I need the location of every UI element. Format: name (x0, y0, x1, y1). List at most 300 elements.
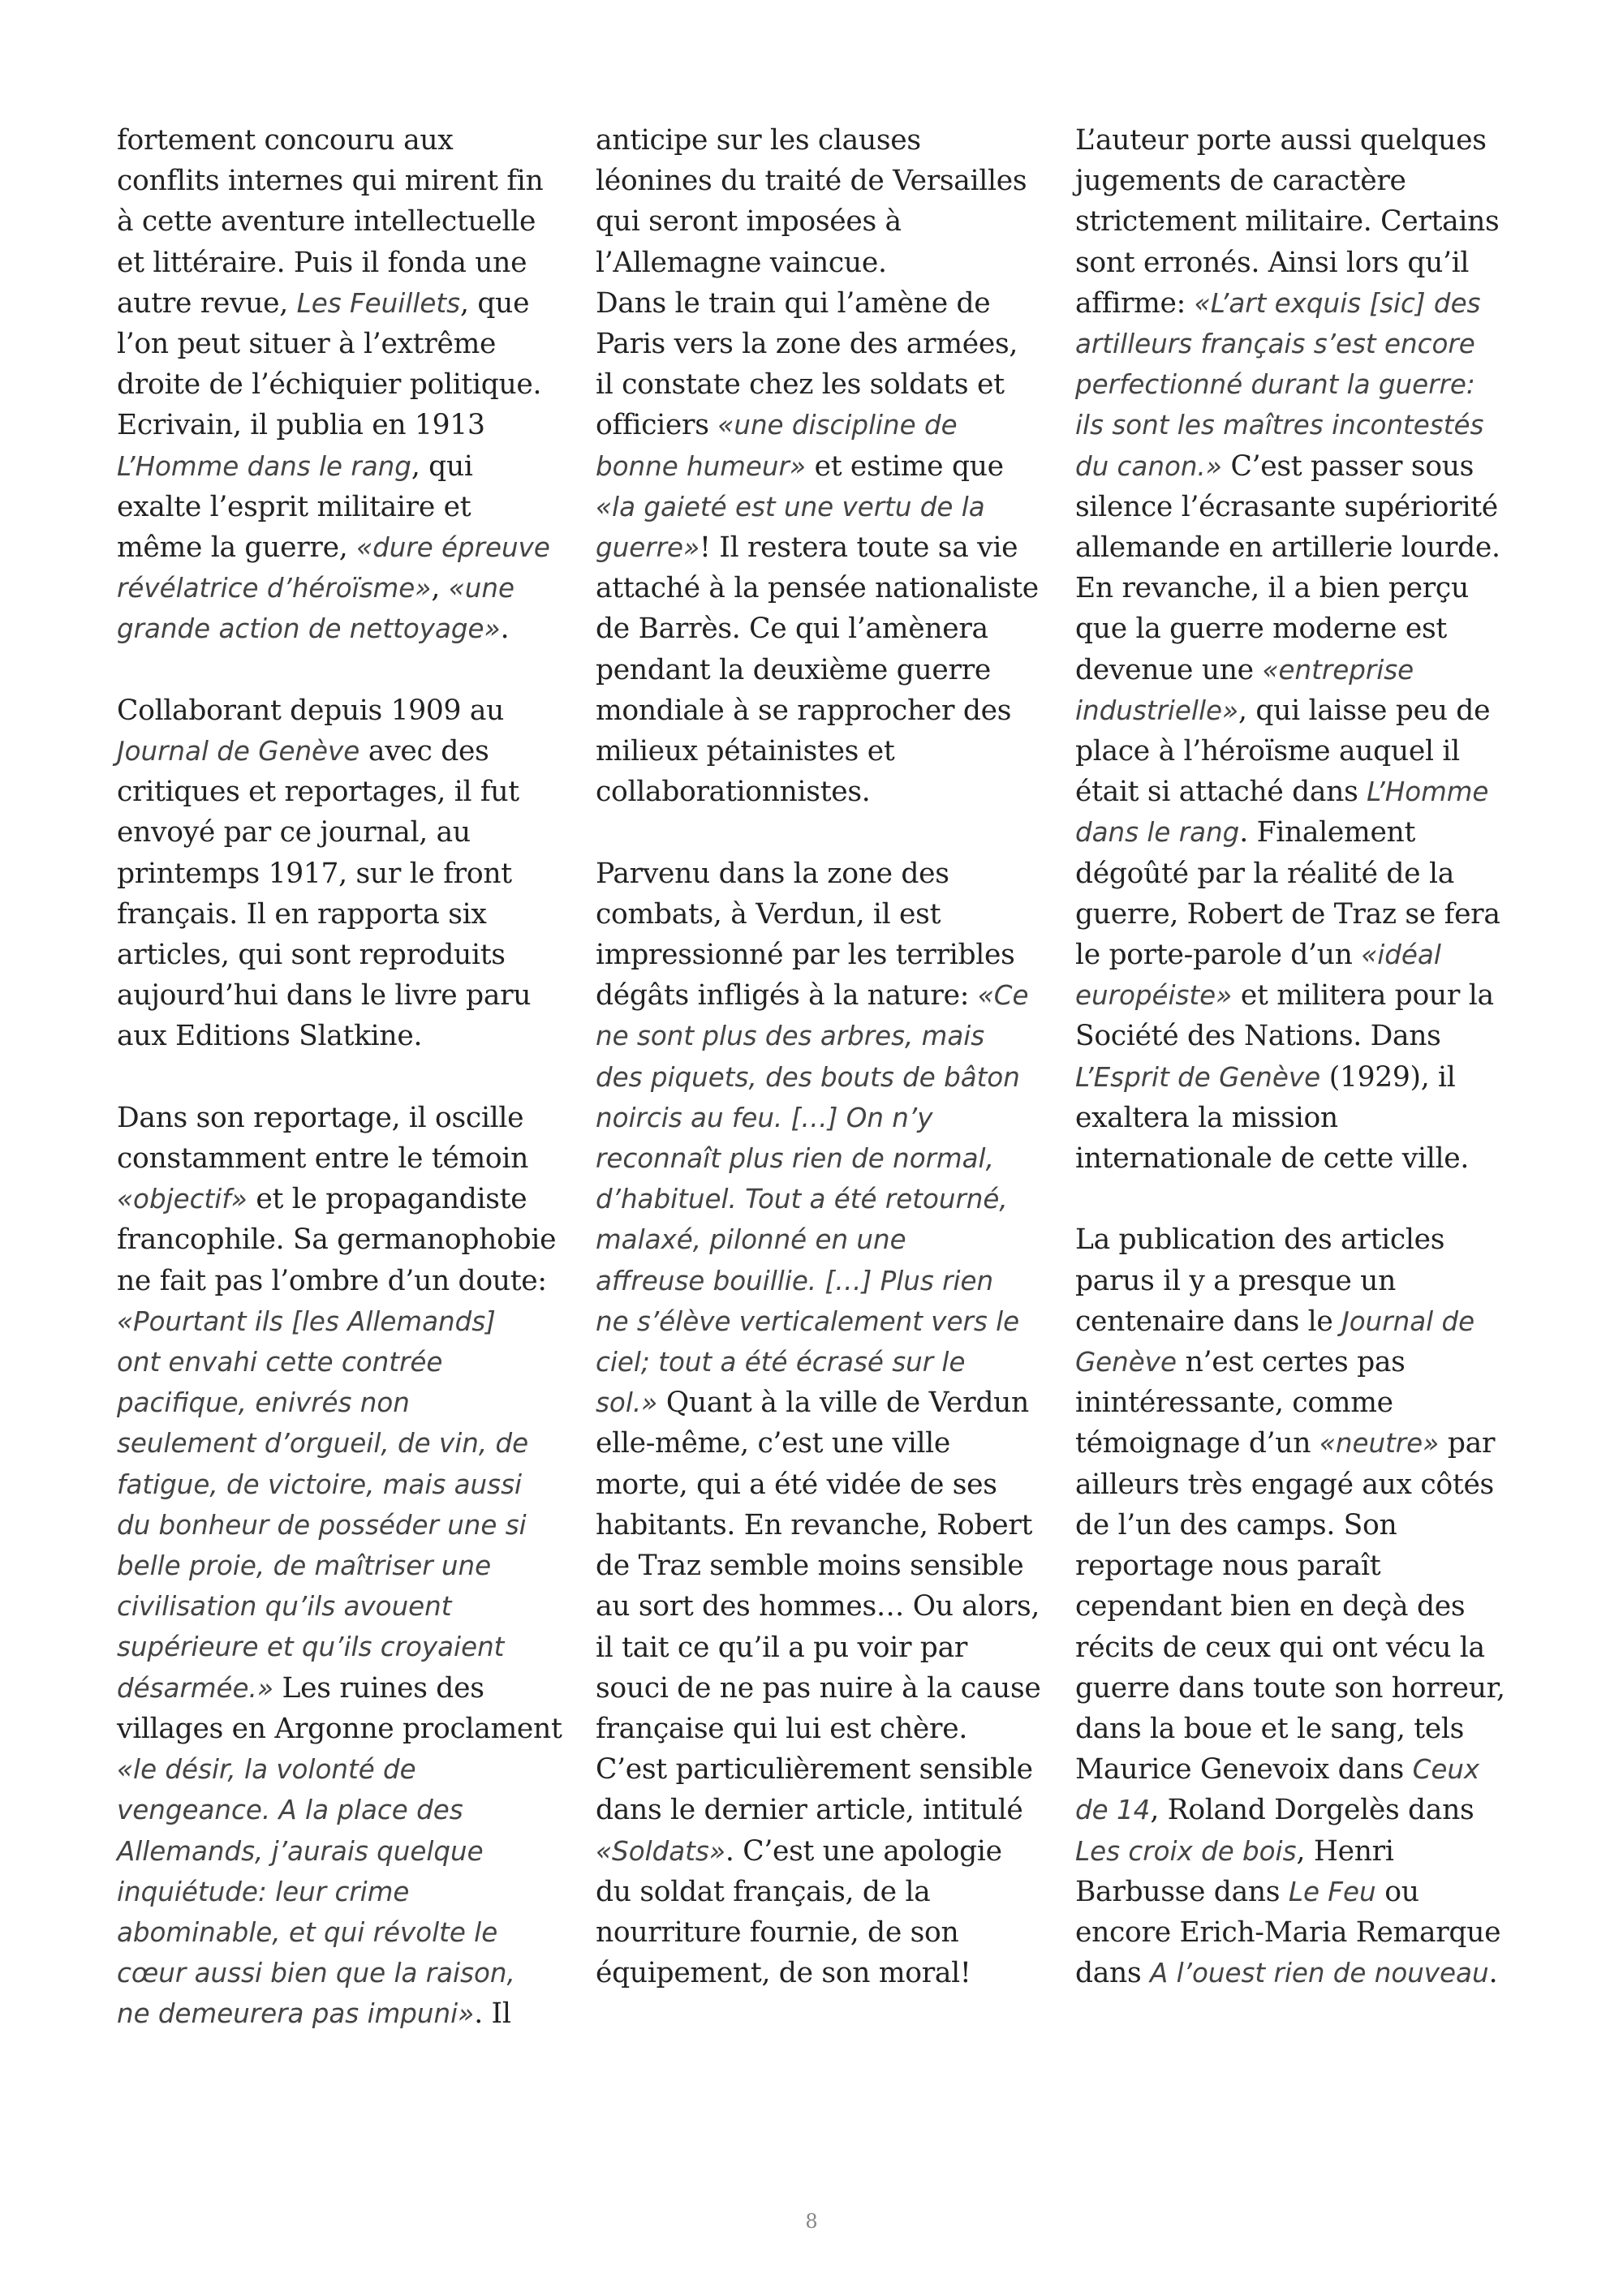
text-line (117, 1505, 555, 1546)
page-number: 8 (805, 2210, 818, 2233)
text-line (596, 324, 1034, 364)
text-line (1075, 608, 1530, 649)
text-line (596, 405, 1034, 445)
text-line (117, 405, 555, 445)
body-text: équipement, de son moral! (596, 1957, 971, 1990)
body-text: elle-même, c’est une ville (596, 1427, 951, 1460)
text-line (1075, 283, 1530, 324)
text-line (596, 1098, 1034, 1138)
text-line (117, 364, 555, 405)
body-text: pendant la deuxième guerre (596, 653, 992, 686)
body-text: exaltera la mission (1075, 1101, 1338, 1134)
body-text: et littéraire. Puis il fonda une (117, 246, 527, 279)
text-line (117, 1668, 555, 1709)
body-text: Collaborant depuis 1909 au (117, 694, 505, 727)
italic-text: Allemands, j’aurais quelque (117, 1835, 484, 1867)
text-line (1075, 894, 1530, 935)
text-line (117, 1586, 555, 1627)
body-text: centenaire dans le (1075, 1305, 1342, 1338)
paragraph-break (117, 1057, 555, 1098)
text-line (117, 975, 555, 1016)
body-text: attaché à la pensée nationaliste (596, 572, 1039, 605)
body-text: inintéressante, comme (1075, 1387, 1393, 1420)
body-text: que la guerre moderne est (1075, 613, 1447, 646)
text-line (596, 1586, 1040, 1627)
text-line (117, 283, 555, 324)
italic-text: dans le rang (1075, 817, 1240, 849)
text-line (1075, 568, 1530, 608)
italic-text: révélatrice d’héroïsme» (117, 573, 432, 604)
text-line (117, 1342, 555, 1382)
body-text: critiques et reportages, il fut (117, 776, 519, 809)
text-line (1075, 690, 1530, 731)
body-text: C’est passer sous (1221, 449, 1474, 483)
text-line (596, 731, 1034, 772)
body-text: n’est certes pas (1177, 1346, 1406, 1379)
text-line (596, 894, 1034, 935)
body-text: combats, à Verdun, il est (596, 897, 941, 931)
italic-text: «L’art exquis [sic] des (1194, 287, 1481, 319)
italic-text: Les croix de bois (1075, 1835, 1297, 1867)
paragraph-break (1075, 1179, 1530, 1219)
body-text: constamment entre le témoin (117, 1142, 529, 1176)
text-line (1075, 935, 1530, 975)
body-text: Société des Nations. Dans (1075, 1020, 1441, 1053)
text-line (596, 1219, 1034, 1260)
text-line (117, 1627, 555, 1667)
body-text: même la guerre, (117, 531, 357, 565)
text-line (117, 1179, 555, 1219)
text-line (596, 120, 1034, 161)
body-text: ou (1375, 1875, 1419, 1908)
text-line (117, 894, 555, 935)
text-line (1075, 1138, 1530, 1179)
italic-text: perfectionné durant la guerre: (1075, 369, 1475, 401)
text-line (596, 1831, 1034, 1872)
italic-text: «Soldats» (596, 1835, 725, 1867)
text-line (596, 1709, 1034, 1749)
text-line (1075, 243, 1530, 283)
italic-text: noircis au feu. […] On n’y (596, 1102, 933, 1133)
text-line (117, 690, 555, 731)
italic-text: civilisation qu’ils avouent (117, 1591, 452, 1623)
text-line (596, 1953, 1034, 1993)
body-text: morte, qui a été vidée de ses (596, 1468, 997, 1501)
italic-text: «dure épreuve (356, 532, 550, 564)
body-text: souci de ne pas nuire à la cause (596, 1671, 1041, 1705)
text-line (1075, 1301, 1530, 1342)
body-text: guerre dans toute son horreur, (1075, 1671, 1505, 1705)
italic-text: cœur aussi bien que la raison, (117, 1958, 515, 1989)
italic-text: affreuse bouillie. […] Plus rien (596, 1265, 994, 1296)
italic-text: de 14 (1075, 1795, 1151, 1826)
body-text: Paris vers la zone des armées, (596, 328, 1018, 361)
text-line (1075, 812, 1530, 853)
italic-text: désarmée.» (117, 1672, 273, 1704)
text-line (1075, 1057, 1530, 1098)
text-line (596, 283, 1034, 324)
italic-text: du canon.» (1075, 450, 1222, 482)
text-line (596, 1382, 1034, 1423)
text-line (1075, 650, 1530, 690)
text-line (596, 446, 1034, 487)
body-text: Les ruines des (273, 1671, 484, 1705)
text-line (117, 1261, 555, 1301)
italic-text: «Pourtant ils [les Allemands] (117, 1305, 496, 1337)
body-text: française qui lui est chère. (596, 1712, 968, 1745)
text-line (1075, 1342, 1530, 1382)
body-text: C’est particulièrement sensible (596, 1753, 1033, 1786)
text-line (1075, 1709, 1530, 1749)
italic-text: ont envahi cette contrée (117, 1347, 443, 1378)
text-line (1075, 1872, 1530, 1912)
text-line (596, 1138, 1034, 1179)
body-text: affirme: (1075, 286, 1195, 320)
body-text: , Roland Dorgelès dans (1150, 1794, 1474, 1827)
body-text: place à l’héroïsme auquel il (1075, 735, 1460, 768)
text-column-1 (117, 120, 562, 2035)
body-text: francophile. Sa germanophobie (117, 1223, 557, 1257)
text-line (117, 1423, 555, 1464)
text-line (596, 1627, 1034, 1668)
body-text: ne fait pas l’ombre d’un doute: (117, 1264, 547, 1297)
text-line (1075, 1219, 1530, 1260)
body-text: . (1488, 1957, 1498, 1990)
text-line (596, 1016, 1034, 1056)
text-column-2 (596, 120, 1041, 1993)
italic-text: industrielle» (1075, 694, 1239, 726)
body-text: En revanche, il a bien perçu (1075, 572, 1469, 605)
text-column-3 (1075, 120, 1530, 1993)
italic-text: malaxé, pilonné en une (596, 1224, 906, 1256)
body-text: le porte-parole d’un (1075, 939, 1362, 972)
body-text: officiers (596, 409, 718, 442)
body-text: Ecrivain, il publia en 1913 (117, 409, 485, 442)
body-text: , que (460, 286, 530, 320)
text-line (596, 201, 1034, 242)
italic-text: grande action de nettoyage» (117, 613, 501, 645)
text-line (1075, 1464, 1530, 1505)
text-line (117, 1790, 555, 1830)
text-line (596, 527, 1034, 568)
italic-text: pacifique, enivrés non (117, 1387, 410, 1419)
body-text: mondiale à se rapprocher des (596, 694, 1012, 727)
text-line (117, 1709, 562, 1749)
body-text: et le propagandiste (247, 1183, 527, 1216)
text-line (117, 1872, 555, 1912)
body-text: . Il (474, 1997, 511, 2031)
italic-text: bonne humeur» (596, 450, 806, 482)
text-line (596, 1912, 1034, 1953)
text-line (117, 1301, 555, 1342)
italic-text: «idéal (1361, 939, 1441, 971)
text-line (117, 853, 555, 894)
text-line (1075, 975, 1530, 1016)
body-text: collaborationnistes. (596, 776, 871, 809)
body-text: récits de ceux qui ont vécu la (1075, 1631, 1485, 1664)
text-line (596, 690, 1034, 731)
body-text: sont erronés. Ainsi lors qu’il (1075, 246, 1470, 279)
body-text: aux Editions Slatkine. (117, 1020, 423, 1053)
italic-text: européiste» (1075, 980, 1233, 1012)
text-line (1075, 1831, 1530, 1872)
text-line (596, 243, 1034, 283)
text-line (596, 1872, 1034, 1912)
body-text: autre revue, (117, 286, 297, 320)
italic-text: L’Homme dans le rang (117, 450, 411, 482)
text-line (596, 1301, 1034, 1342)
italic-text: des piquets, des bouts de bâton (596, 1061, 1020, 1093)
text-line (1075, 1505, 1530, 1546)
body-text: , qui laisse peu de (1238, 694, 1491, 727)
text-line (1075, 1912, 1530, 1953)
italic-text: abominable, et qui révolte le (117, 1916, 498, 1948)
body-text: La publication des articles (1075, 1223, 1445, 1257)
text-line (1075, 1790, 1530, 1830)
body-text: anticipe sur les clauses (596, 124, 921, 157)
paragraph-break (117, 650, 555, 690)
text-line (1075, 853, 1530, 894)
text-line (117, 1993, 555, 2034)
body-text: , Henri (1296, 1834, 1394, 1868)
body-text: dans la boue et le sang, tels (1075, 1712, 1465, 1745)
text-line (117, 1953, 555, 1993)
body-text: . Finalement (1239, 816, 1416, 849)
text-line (1075, 1953, 1530, 1993)
italic-text: L’Homme (1367, 776, 1489, 808)
text-line (117, 1831, 555, 1872)
text-line (596, 608, 1034, 649)
body-text: au sort des hommes… Ou alors, (596, 1590, 1040, 1623)
text-line (117, 487, 555, 527)
body-text: de l’un des camps. Son (1075, 1508, 1397, 1541)
text-line (117, 731, 555, 772)
text-line (596, 1546, 1034, 1586)
body-text: habitants. En revanche, Robert (596, 1508, 1033, 1541)
body-text: (1929), il (1320, 1060, 1456, 1094)
text-line (1075, 772, 1530, 812)
italic-text: sol.» (596, 1387, 658, 1419)
text-line (596, 161, 1034, 201)
italic-text: belle proie, de maîtriser une (117, 1550, 492, 1582)
text-line (117, 1546, 555, 1586)
text-line (1075, 1586, 1530, 1627)
body-text: cependant bien en deçà des (1075, 1590, 1466, 1623)
text-line (117, 1464, 555, 1505)
text-line (596, 487, 1034, 527)
body-text: qui seront imposées à (596, 205, 902, 239)
body-text: et estime que (805, 449, 1004, 483)
italic-text: ils sont les maîtres incontestés (1075, 410, 1484, 441)
body-text: de Traz semble moins sensible (596, 1550, 1024, 1583)
italic-text: Journal de (1341, 1305, 1475, 1337)
italic-text: ciel; tout a été écrasé sur le (596, 1347, 966, 1378)
body-text: Dans le train qui l’amène de (596, 286, 991, 320)
body-text: conflits internes qui mirent fin (117, 165, 544, 198)
body-text: était si attaché dans (1075, 776, 1367, 809)
body-text: léonines du traité de Versailles (596, 165, 1027, 198)
body-text: . C’est une apologie (725, 1834, 1002, 1868)
body-text: printemps 1917, sur le front (117, 857, 512, 890)
italic-text: «le désir, la volonté de (117, 1754, 416, 1786)
text-line (117, 812, 555, 853)
body-text: dans le dernier article, intitulé (596, 1794, 1023, 1827)
italic-text: du bonheur de posséder une si (117, 1509, 527, 1541)
body-text: et militera pour la (1232, 979, 1494, 1013)
body-text: dégoûté par la réalité de la (1075, 857, 1454, 890)
text-line (1075, 324, 1530, 364)
text-line (596, 1423, 1034, 1464)
text-line (596, 975, 1034, 1016)
text-line (1075, 731, 1530, 772)
text-line (1075, 1423, 1530, 1464)
italic-text: «Ce (977, 980, 1029, 1012)
italic-text: guerre» (596, 532, 700, 564)
italic-text: «entreprise (1262, 654, 1414, 686)
body-text: de Barrès. Ce qui l’amènera (596, 613, 988, 646)
text-line (596, 568, 1039, 608)
body-text: français. Il en rapporta six (117, 897, 487, 931)
text-line (596, 1790, 1034, 1830)
body-text: milieux pétainistes et (596, 735, 895, 768)
text-line (117, 1382, 555, 1423)
text-line (596, 1749, 1034, 1790)
text-line (596, 1668, 1041, 1709)
text-line (1075, 1261, 1530, 1301)
italic-text: reconnaît plus rien de normal, (596, 1143, 994, 1175)
body-text: à cette aventure intellectuelle (117, 205, 536, 239)
italic-text: L’Esprit de Genève (1075, 1061, 1321, 1093)
italic-text: seulement d’orgueil, de vin, de (117, 1428, 529, 1460)
text-line (117, 161, 555, 201)
text-line (1075, 1382, 1530, 1423)
text-line (596, 650, 1034, 690)
italic-text: «objectif» (117, 1184, 248, 1215)
body-text: Maurice Genevoix dans (1075, 1753, 1413, 1786)
body-text: devenue une (1075, 653, 1263, 686)
body-text: fortement concouru aux (117, 124, 454, 157)
text-line (596, 1342, 1034, 1382)
italic-text: Ceux (1412, 1754, 1480, 1786)
italic-text: inquiétude: leur crime (117, 1876, 410, 1907)
body-text: dans (1075, 1957, 1151, 1990)
body-text: ailleurs très engagé aux côtés (1075, 1468, 1494, 1501)
italic-text: «la gaieté est une vertu de la (596, 491, 985, 522)
text-line (117, 446, 555, 487)
text-line (596, 772, 1034, 812)
body-text: , (431, 572, 449, 605)
italic-text: «une discipline de (717, 410, 958, 441)
body-text: dégâts infligés à la nature: (596, 979, 978, 1013)
text-line (596, 1179, 1034, 1219)
text-line (117, 324, 555, 364)
italic-text: ne demeurera pas impuni» (117, 1998, 475, 2030)
text-line (596, 364, 1034, 405)
text-line (117, 1138, 555, 1179)
text-line (117, 1749, 555, 1790)
italic-text: supérieure et qu’ils croyaient (117, 1632, 505, 1663)
body-text: avec des (359, 735, 489, 768)
body-text: , qui (411, 449, 473, 483)
body-text: jugements de caractère (1075, 165, 1406, 198)
body-text: impressionné par les terribles (596, 939, 1015, 972)
text-line (117, 1912, 555, 1953)
text-line (1075, 527, 1530, 568)
text-line (1075, 446, 1530, 487)
italic-text: «neutre» (1319, 1428, 1440, 1460)
body-text: Barbusse dans (1075, 1875, 1289, 1908)
body-text: exalte l’esprit militaire et (117, 490, 471, 523)
body-text: Quant à la ville de Verdun (657, 1387, 1029, 1420)
body-text: strictement militaire. Certains (1075, 205, 1500, 239)
italic-text: vengeance. A la place des (117, 1795, 463, 1826)
italic-text: A l’ouest rien de nouveau (1150, 1958, 1489, 1989)
text-line (1075, 1098, 1530, 1138)
text-line (1075, 487, 1530, 527)
text-line (596, 1057, 1034, 1098)
text-line (117, 935, 555, 975)
body-text: il tait ce qu’il a pu voir par (596, 1631, 968, 1664)
body-text: l’on peut situer à l’extrême (117, 328, 497, 361)
body-text: Parvenu dans la zone des (596, 857, 949, 890)
text-line (117, 120, 555, 161)
text-line (117, 568, 555, 608)
text-line (117, 1016, 555, 1056)
body-text: Dans son reportage, il oscille (117, 1101, 524, 1134)
text-line (117, 772, 555, 812)
body-text: encore Erich-Maria Remarque (1075, 1915, 1501, 1949)
italic-text: fatigue, de victoire, mais aussi (117, 1468, 523, 1500)
body-text: aujourd’hui dans le livre paru (117, 979, 532, 1013)
italic-text: Les Feuillets (296, 287, 461, 319)
text-line (1075, 364, 1530, 405)
body-text: ! Il restera toute sa vie (700, 531, 1018, 565)
italic-text: d’habituel. Tout a été retourné, (596, 1184, 1008, 1215)
body-text: nourriture fournie, de son (596, 1915, 959, 1949)
text-line (596, 853, 1034, 894)
paragraph-break (596, 812, 1034, 853)
italic-text: ne sont plus des arbres, mais (596, 1021, 985, 1052)
text-line (596, 935, 1034, 975)
text-line (596, 1464, 1034, 1505)
italic-text: «une (448, 573, 514, 604)
italic-text: artilleurs français s’est encore (1075, 329, 1475, 360)
body-text: . (500, 613, 510, 646)
body-text: guerre, Robert de Traz se fera (1075, 897, 1500, 931)
italic-text: ne s’élève verticalement vers le (596, 1305, 1020, 1337)
text-line (1075, 405, 1530, 445)
body-text: envoyé par ce journal, au (117, 816, 471, 849)
text-line (1075, 1627, 1530, 1668)
italic-text: Le Feu (1288, 1876, 1376, 1907)
text-line (1075, 1668, 1530, 1709)
text-line (117, 1098, 555, 1138)
body-text: allemande en artillerie lourde. (1075, 531, 1500, 565)
text-line (1075, 1016, 1530, 1056)
body-text: parus il y a presque un (1075, 1264, 1396, 1297)
body-text: reportage nous paraît (1075, 1550, 1381, 1583)
text-line (117, 608, 555, 649)
body-text: articles, qui sont reproduits (117, 939, 506, 972)
body-text: L’auteur porte aussi quelques (1075, 124, 1487, 157)
text-line (1075, 201, 1530, 242)
italic-text: Journal de Genève (117, 736, 360, 767)
text-line (1075, 1749, 1530, 1790)
body-text: silence l’écrasante supériorité (1075, 490, 1498, 523)
body-text: par (1439, 1427, 1496, 1460)
italic-text: Genève (1075, 1347, 1177, 1378)
body-text: internationale de cette ville. (1075, 1142, 1469, 1176)
